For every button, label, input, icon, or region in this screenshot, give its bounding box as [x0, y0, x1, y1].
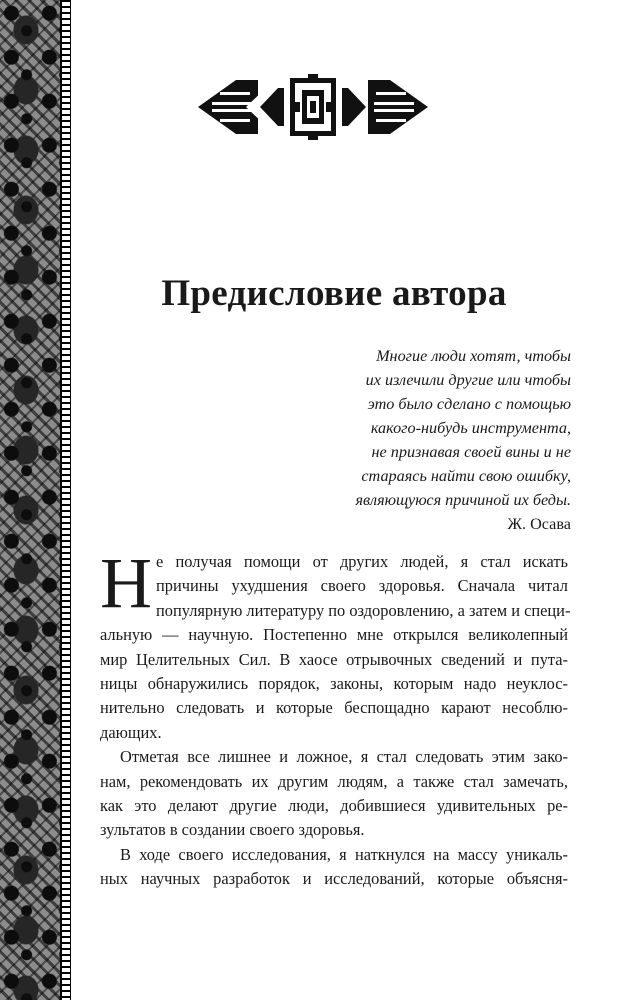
text-line: альную — научную. Постепенно мне открылся великолепный — [100, 625, 568, 645]
text-line: зультатов в создании своего здоровья. — [100, 820, 365, 840]
epigraph-line: стараясь найти свою ошибку, — [361, 467, 571, 485]
text-line: ницы обнаружились порядок, законы, которым надо неуклос- — [100, 674, 568, 694]
epigraph-line: это было сделано с помощью — [367, 395, 571, 413]
text-line: е получая помощи от других людей, я стал искать — [156, 552, 568, 571]
border-line — [70, 0, 71, 1000]
epigraph-line: их излечили другие или чтобы — [365, 371, 571, 389]
epigraph-line: Многие люди хотят, чтобы — [376, 347, 571, 365]
text-line: причины ухудшения своего здоровья. Сначала читал — [156, 576, 568, 596]
epigraph-line: не признавая своей вины и не — [371, 443, 571, 461]
text-line: мир Целительных Сил. В хаосе отрывочных сведений и пута- — [100, 649, 568, 669]
drop-cap: Н — [100, 543, 152, 623]
text-line: Отметая все лишнее и ложное, я стал следовать этим зако- — [120, 747, 568, 767]
chapter-title: Предисловие автора — [161, 273, 507, 314]
epigraph-author: Ж. Осава — [507, 515, 571, 533]
text-line: нам, рекомендовать их другим людям, а также стал замечать, — [100, 771, 568, 791]
epigraph — [311, 344, 571, 536]
text-line: В ходе своего исследования, я наткнулся на массу уникаль- — [120, 844, 568, 864]
border-zigzag — [62, 0, 70, 1000]
epigraph-line: какого-нибудь инструмента, — [370, 419, 571, 437]
text-line: нительно следовать и которые беспощадно карают несоблю- — [100, 698, 568, 718]
epigraph-line: являющуюся причиной их беды. — [355, 491, 571, 509]
text-line: как это делают другие люди, добившиеся удивительных ре- — [100, 796, 568, 816]
text-line: ных научных разработок и исследований, которые объясня- — [100, 869, 568, 889]
text-line: дающих. — [100, 722, 162, 742]
paragraph — [100, 543, 571, 745]
paragraph — [100, 745, 568, 843]
folk-ornament — [198, 72, 428, 142]
decorative-floral-border — [0, 0, 62, 1000]
body-text — [100, 543, 571, 892]
paragraph — [100, 843, 568, 892]
text-line: популярную литературу по оздоровлению, а затем и специ- — [156, 600, 571, 620]
